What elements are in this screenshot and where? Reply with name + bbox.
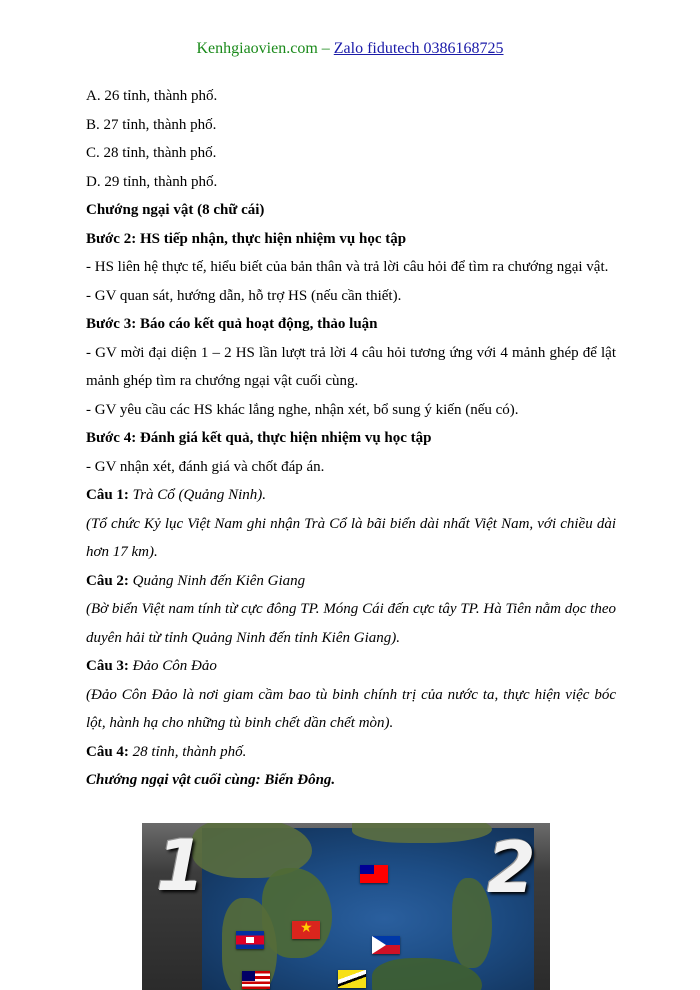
paragraph: - GV yêu cầu các HS khác lắng nghe, nhận xét, bổ sung ý kiến (nếu có). [86, 401, 519, 418]
answer-label: Câu 2: [86, 572, 129, 589]
step-2-heading: Bước 2: HS tiếp nhận, thực hiện nhiệm vụ học tập [86, 230, 407, 247]
paragraph: - GV nhận xét, đánh giá và chốt đáp án. [86, 458, 325, 475]
south-china-sea-map-figure [142, 823, 550, 990]
answer-text: Quảng Ninh đến Kiên Giang [132, 572, 306, 589]
paragraph: - HS liên hệ thực tế, hiểu biết của bản thân và trả lời câu hỏi để tìm ra chướng ngại vật. [86, 259, 609, 275]
page-header [0, 40, 700, 58]
paragraph: - GV mời đại diện 1 – 2 HS lần lượt trả lời 4 câu hỏi tương ứng với 4 mảnh ghép để lật mảnh ghép tìm ra chướng ngại vật cuối cùng. [86, 344, 616, 389]
answer-1 [86, 481, 616, 510]
answer-2 [86, 567, 616, 596]
vietnam-flag-icon [292, 921, 320, 939]
answer-4 [86, 738, 616, 767]
option-d: D. 29 tỉnh, thành phố. [86, 173, 218, 190]
header-contact-link[interactable]: Zalo fidutech 0386168725 [333, 40, 504, 57]
answer-text: Đảo Côn Đảo [132, 658, 217, 674]
option-c: C. 28 tỉnh, thành phố. [86, 145, 217, 161]
malaysia-flag-icon [242, 971, 270, 989]
brunei-flag-icon [338, 970, 366, 988]
answer-3 [86, 652, 616, 681]
answer-text: Trà Cổ (Quảng Ninh). [132, 487, 267, 503]
satellite-map [202, 828, 534, 990]
answer-label: Câu 4: [86, 743, 129, 760]
answer-note: (Bờ biển Việt nam tính từ cực đông TP. Móng Cái đến cực tây TP. Hà Tiên nằm dọc theo duyên hải từ tỉnh Quảng Ninh đến tỉnh Kiên Giang). [86, 601, 616, 646]
answer-text: 28 tỉnh, thành phố. [132, 743, 247, 760]
step-4-heading: Bước 4: Đánh giá kết quả, thực hiện nhiệm vụ học tập [86, 430, 432, 446]
answer-label: Câu 1: [86, 487, 129, 503]
header-site[interactable]: Kenhgiaovien.com [196, 40, 318, 57]
option-a: A. 26 tỉnh, thành phố. [86, 88, 218, 104]
puzzle-number-2: 2 [487, 827, 536, 909]
land-mass [352, 823, 492, 843]
taiwan-flag-icon [360, 865, 388, 883]
answer-note: (Đảo Côn Đảo là nơi giam cầm bao tù binh chính trị của nước ta, thực hiện việc bóc lột, hành hạ cho những tù binh chết dần chết mòn). [86, 686, 616, 731]
philippines-flag-icon [372, 936, 400, 954]
paragraph: - GV quan sát, hướng dẫn, hỗ trợ HS (nếu cần thiết). [86, 287, 402, 304]
cambodia-flag-icon [236, 931, 264, 949]
land-mass [452, 878, 492, 968]
answer-label: Câu 3: [86, 658, 129, 674]
step-3-heading: Bước 3: Báo cáo kết quả hoạt động, thảo luận [86, 316, 378, 332]
answer-note: (Tổ chức Kỷ lục Việt Nam ghi nhận Trà Cổ là bãi biển dài nhất Việt Nam, với chiều dài hơn 17 km). [86, 515, 616, 560]
section-heading: Chướng ngại vật (8 chữ cái) [86, 202, 265, 218]
final-answer: Chướng ngại vật cuối cùng: Biển Đông. [86, 772, 336, 788]
puzzle-number-1: 1 [156, 825, 205, 907]
header-separator: – [317, 40, 334, 57]
option-b: B. 27 tỉnh, thành phố. [86, 116, 217, 133]
document-body [86, 82, 616, 795]
